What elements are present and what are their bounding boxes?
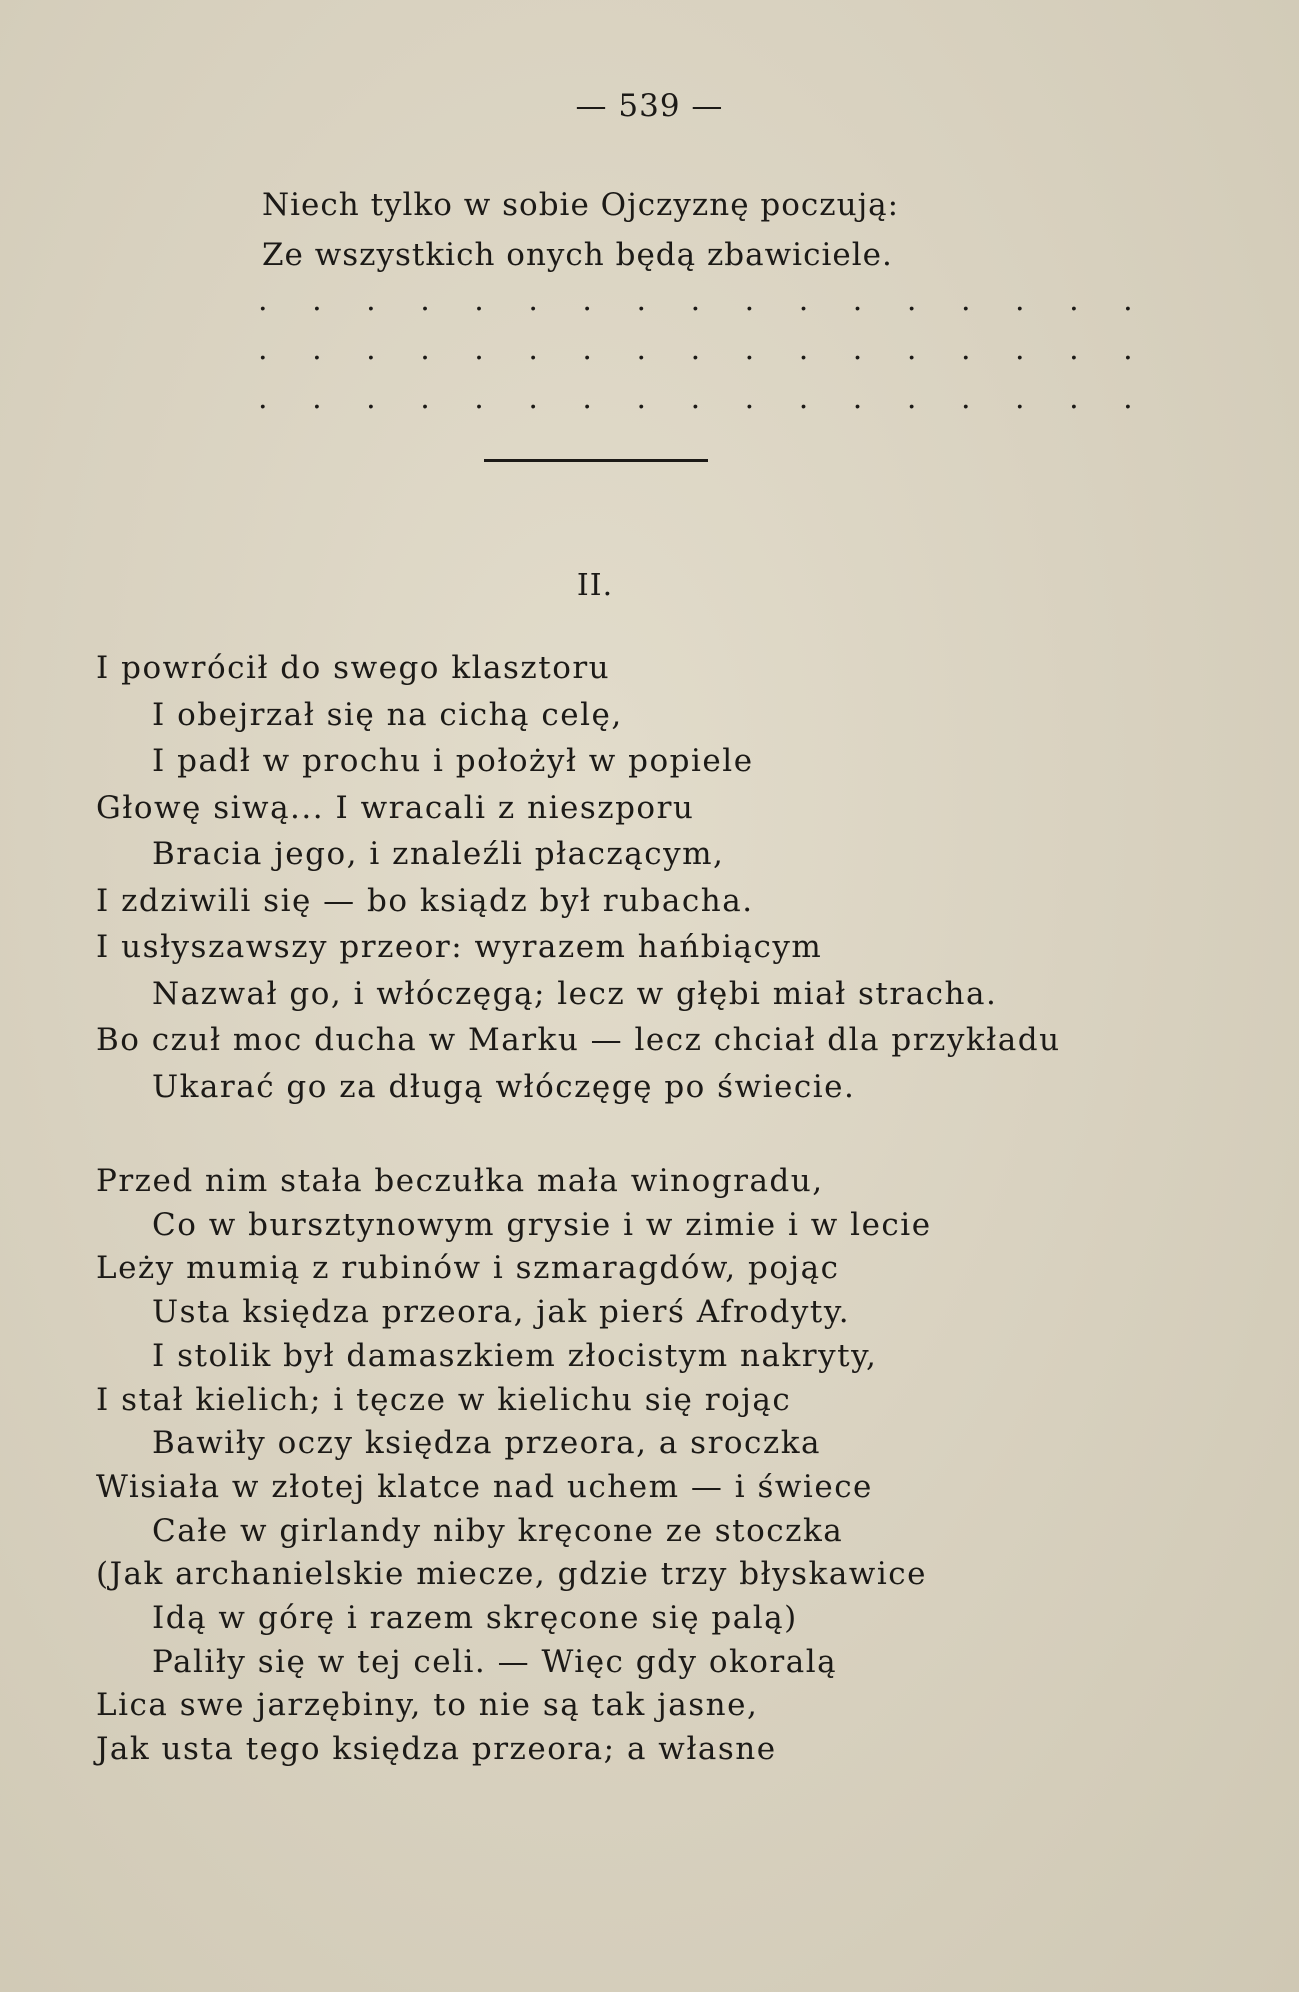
verse-line: I obejrzał się na cichą celę,	[152, 696, 623, 733]
verse-line: Bo czuł moc ducha w Marku — lecz chciał dla przykładu	[96, 1022, 1061, 1058]
verse-line: I zdziwili się — bo ksiądz był rubacha.	[96, 882, 754, 919]
verse-line: (Jak archanielskie miecze, gdzie trzy błyskawice	[96, 1556, 927, 1593]
verse-line: Głowę siwą... I wracali z nieszporu	[96, 789, 695, 826]
verse-line: I usłyszawszy przeor: wyrazem hańbiącym	[96, 929, 823, 965]
section-heading: II.	[576, 568, 614, 603]
verse-line: Usta księdza przeora, jak pierś Afrodyty.	[152, 1294, 851, 1331]
ellipsis-row: . . . . . . . . . . . . . . . . .	[258, 332, 1151, 367]
ellipsis-row: . . . . . . . . . . . . . . . . .	[258, 283, 1151, 318]
verse-line: Nazwał go, i włóczęgą; lecz w głębi miał stracha.	[152, 975, 998, 1012]
verse-line: I stał kielich; i tęcze w kielichu się rojąc	[96, 1381, 792, 1418]
verse-line: Bracia jego, i znaleźli płaczącym,	[152, 836, 725, 872]
verse-line: Wisiała w złotej klatce nad uchem — i świece	[96, 1468, 873, 1505]
verse-line: Bawiły oczy księdza przeora, a sroczka	[152, 1425, 822, 1462]
ellipsis-row: . . . . . . . . . . . . . . . . .	[258, 381, 1151, 416]
verse-line: Paliły się w tej celi. — Więc gdy okoralą	[152, 1643, 838, 1680]
verse-line: Przed nim stała beczułka mała winogradu,	[96, 1163, 824, 1199]
verse-line: Jak usta tego księdza przeora; a własne	[96, 1731, 777, 1768]
verse-line: Niech tylko w sobie Ojczyznę poczują:	[262, 187, 900, 223]
verse-line: I stolik był damaszkiem złocistym nakryty,	[152, 1337, 878, 1374]
section-divider	[484, 459, 708, 462]
page-number: — 539 —	[575, 88, 724, 124]
verse-line: Całe w girlandy niby kręcone ze stoczka	[152, 1512, 844, 1549]
verse-line: Leży mumią z rubinów i szmaragdów, pojąc	[96, 1250, 840, 1287]
verse-line: Ukarać go za długą włóczęgę po świecie.	[152, 1068, 856, 1105]
verse-line: Lica swe jarzębiny, to nie są tak jasne,	[96, 1687, 759, 1724]
verse-line: I padł w prochu i położył w popiele	[152, 743, 754, 779]
intro-stanza	[262, 180, 899, 280]
verse-line: Co w bursztynowym grysie i w zimie i w lecie	[152, 1206, 932, 1243]
verse-line: I powrócił do swego klasztoru	[96, 650, 611, 686]
verse-line: Idą w górę i razem skręcone się palą)	[152, 1600, 798, 1636]
verse-line: Ze wszystkich onych będą zbawiciele.	[262, 237, 893, 273]
